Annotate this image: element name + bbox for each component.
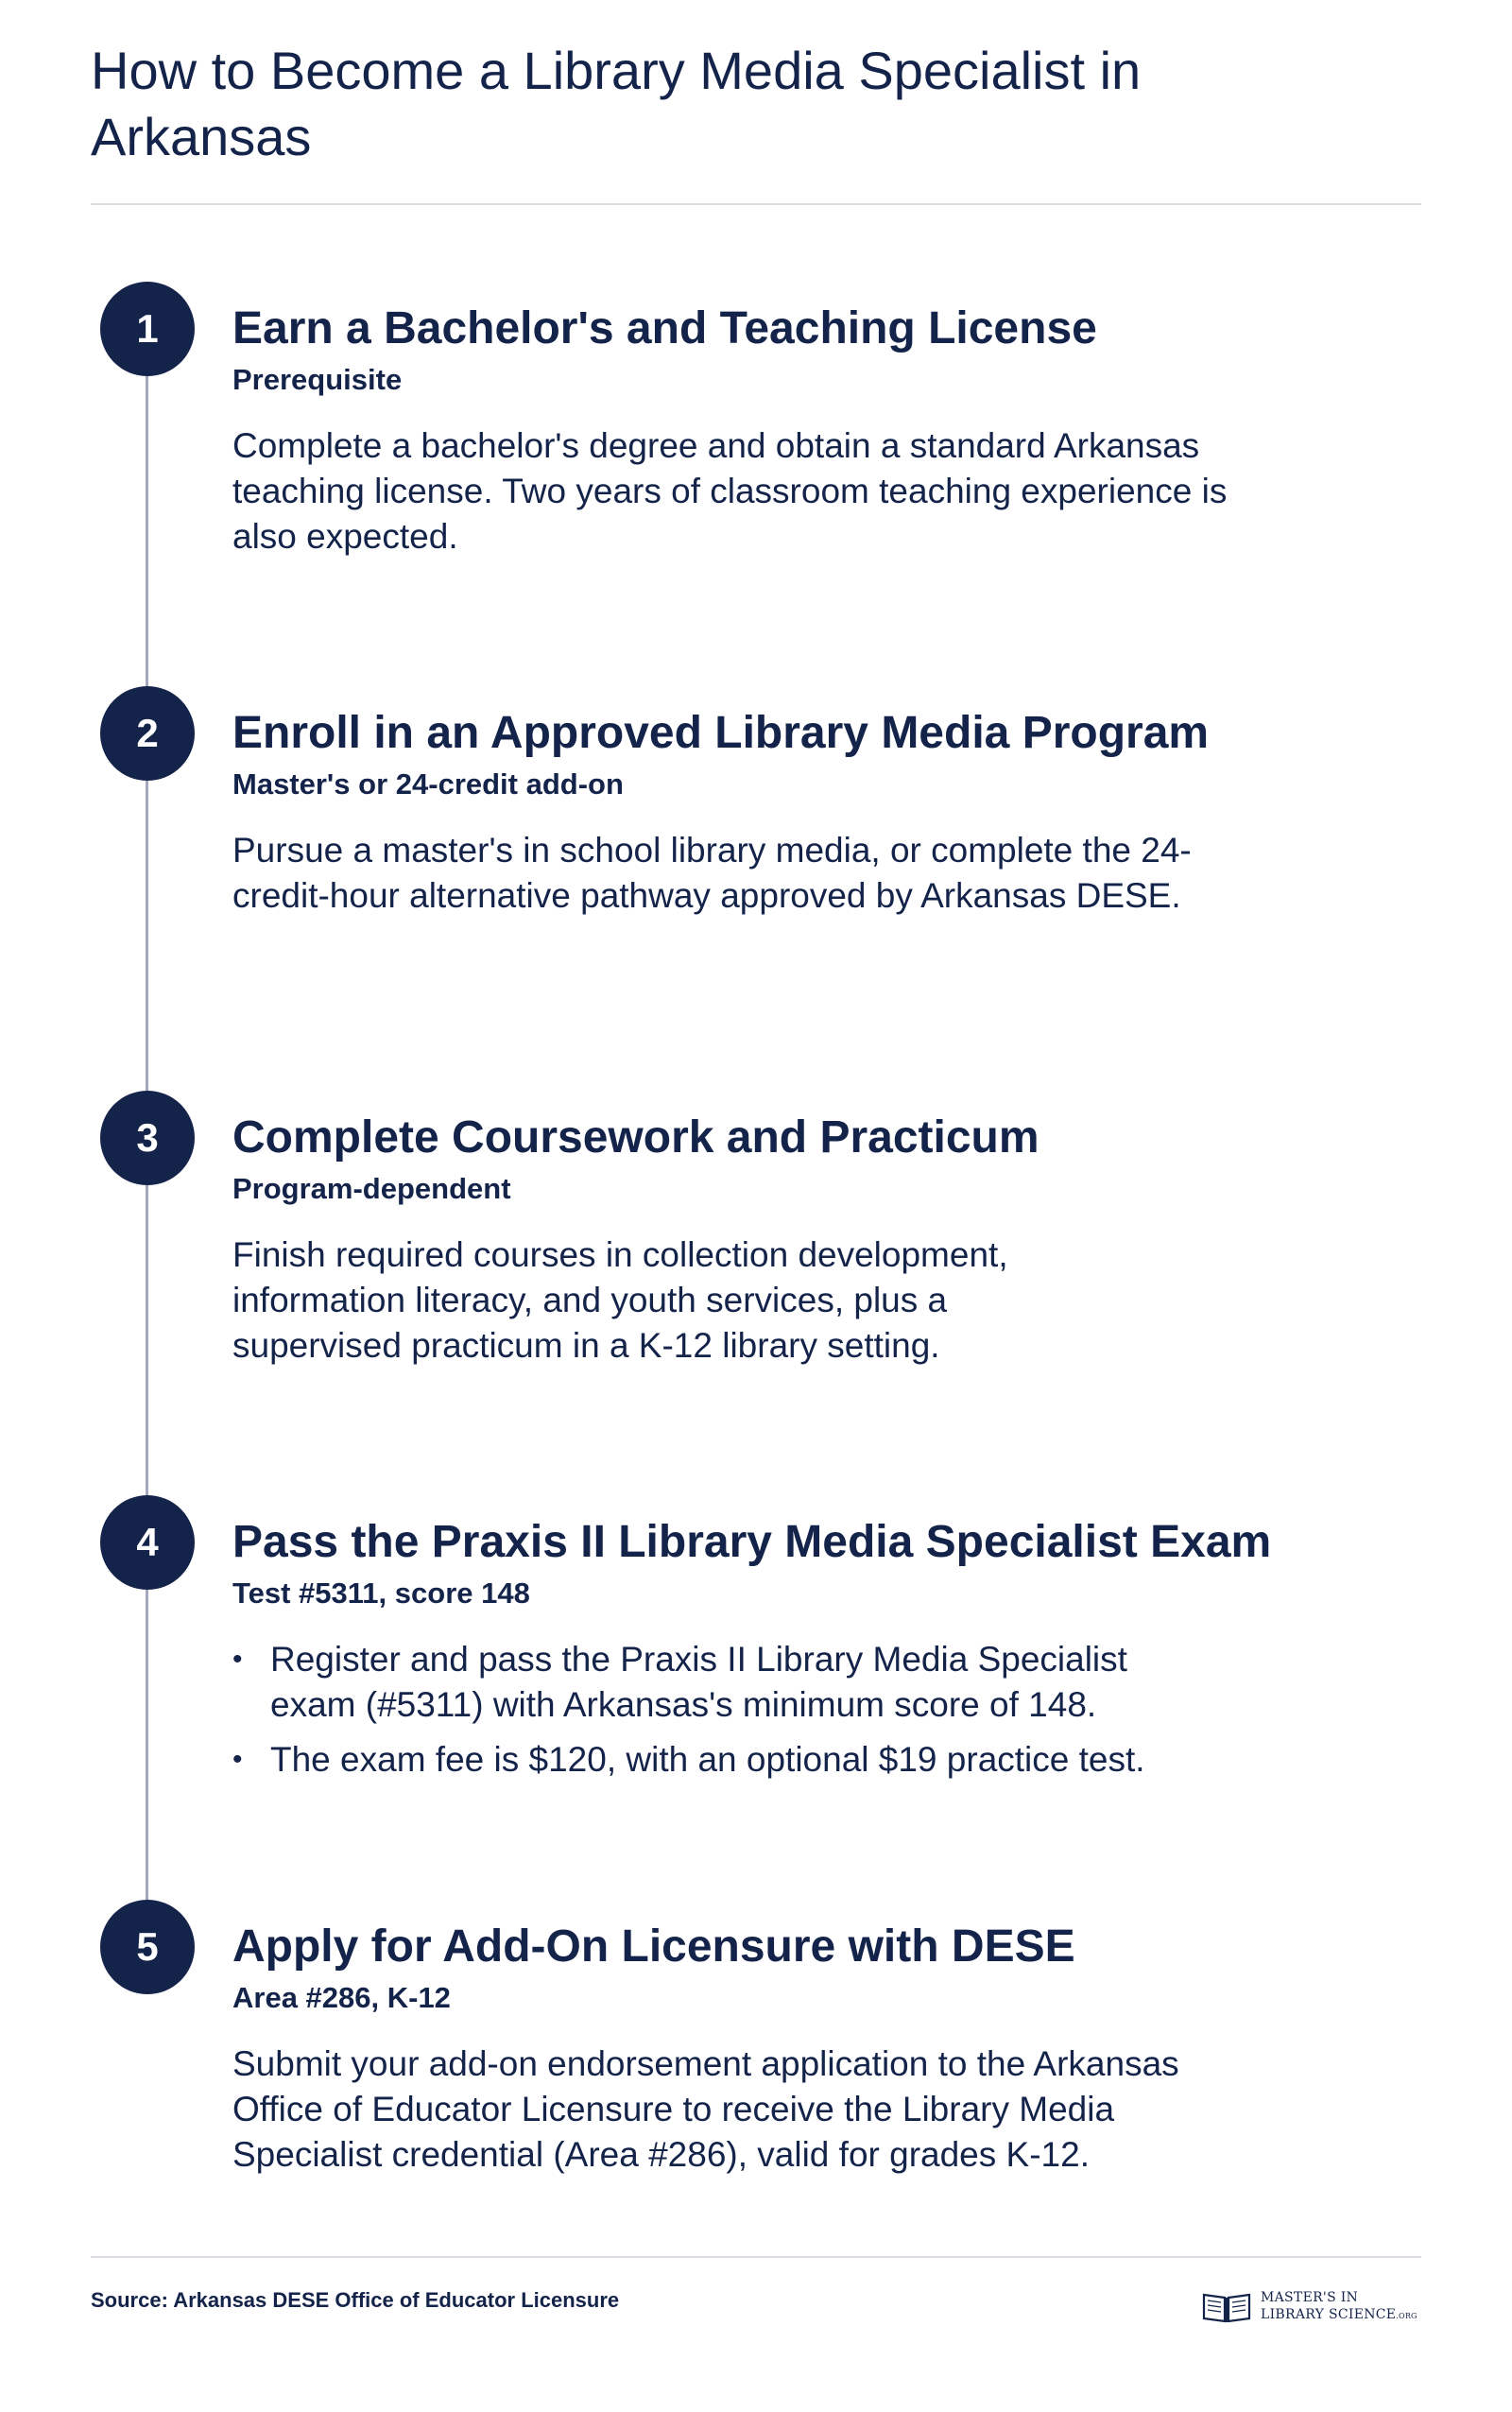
step-subtitle: Test #5311, score 148: [232, 1576, 530, 1610]
step-number-badge: 4: [100, 1495, 195, 1590]
page-title: How to Become a Library Media Specialist in Arkansas: [91, 41, 1142, 166]
step-description: Pursue a master's in school library media, or complete the 24-credit-hour alternative pathway approved by Arkansas DESE.: [232, 831, 1192, 915]
bullet-item: [232, 1637, 1177, 1728]
bullet-text: Register and pass the Praxis II Library Media Specialist exam (#5311) with Arkansas's minimum score of 148.: [270, 1640, 1127, 1724]
open-book-icon: [1200, 2289, 1253, 2325]
step-number-badge: 3: [100, 1091, 195, 1185]
step-title: Complete Coursework and Practicum: [232, 1112, 1040, 1163]
logo-line-2-text: LIBRARY SCIENCE: [1261, 2307, 1397, 2322]
step-description: Complete a bachelor's degree and obtain a standard Arkansas teaching license. Two years of classroom teaching experience is also expected.: [232, 426, 1228, 556]
logo-suffix: .ORG: [1396, 2312, 1418, 2320]
step-subtitle: Master's or 24-credit add-on: [232, 767, 624, 801]
site-logo: [1200, 2285, 1422, 2329]
footer-divider: [91, 2256, 1421, 2258]
step-number-badge: 2: [100, 686, 195, 781]
step-number-badge: 1: [100, 282, 195, 376]
step-description: Finish required courses in collection development, information literacy, and youth services, plus a supervised practicum in a K-12 library setting.: [232, 1235, 1008, 1365]
source-note: Source: Arkansas DESE Office of Educator Licensure: [91, 2288, 620, 2312]
step-title: Apply for Add-On Licensure with DESE: [232, 1921, 1075, 1972]
logo-line-2: [1261, 2306, 1418, 2325]
bullet-dot: •: [232, 1744, 243, 1775]
step-title: Earn a Bachelor's and Teaching License: [232, 303, 1097, 353]
step-subtitle: Prerequisite: [232, 363, 403, 396]
logo-line-1: MASTER'S IN: [1261, 2290, 1359, 2305]
step-subtitle: Area #286, K-12: [232, 1981, 451, 2014]
step-description: Submit your add-on endorsement application to the Arkansas Office of Educator Licensure to receive the Library Media Specialist credential (Area #286), valid for grades K-12.: [232, 2044, 1179, 2174]
bullet-dot: •: [232, 1644, 243, 1675]
step-title: Enroll in an Approved Library Media Program: [232, 708, 1210, 758]
bullet-item: [232, 1737, 1177, 1783]
step-bullet-list: [232, 1637, 1177, 1792]
header-divider: [91, 203, 1421, 205]
step-title: Pass the Praxis II Library Media Specialist Exam: [232, 1517, 1272, 1567]
bullet-text: The exam fee is $120, with an optional $19 practice test.: [270, 1740, 1145, 1779]
step-subtitle: Program-dependent: [232, 1172, 511, 1205]
logo-wordmark: [1261, 2289, 1418, 2325]
step-number-badge: 5: [100, 1900, 195, 1994]
